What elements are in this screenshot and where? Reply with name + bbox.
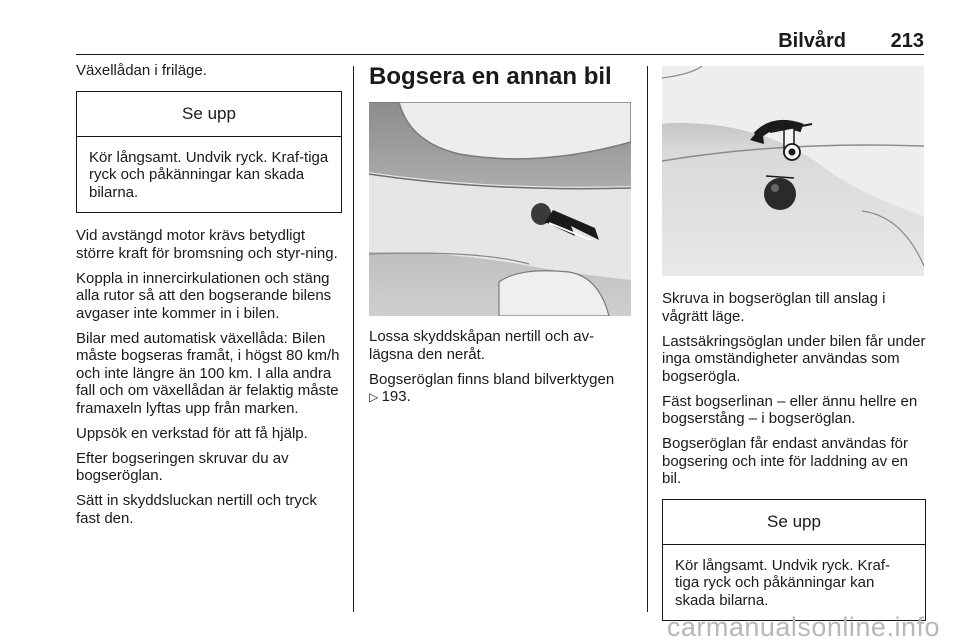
column-right <box>662 62 926 621</box>
column-divider <box>353 66 354 612</box>
page-reference: 193. <box>381 388 411 405</box>
page-number: 213 <box>890 30 924 52</box>
caution-box <box>662 499 926 622</box>
paragraph: Lastsäkringsöglan under bilen får under inga omständigheter användas som bogserögla. <box>662 332 926 385</box>
paragraph: Bilar med automatisk växellåda: Bilen måste bogseras framåt, i högst 80 km/h och inte längre än 100 km. I alla andra fall och om växellådan är felaktig måste framaxeln lyftas upp från marken. <box>76 329 340 417</box>
right-arrow-icon: ▷ <box>369 390 382 404</box>
paragraph: Fäst bogserlinan – eller ännu hellre en bogserstång – i bogseröglan. <box>662 392 918 427</box>
towing-eye-illustration <box>662 66 924 276</box>
paragraph: Skruva in bogseröglan till anslag i vågrätt läge. <box>662 290 886 325</box>
paragraph-text: Bogseröglan finns bland bilverktygen <box>369 370 615 388</box>
caution-title: Se upp <box>77 92 341 137</box>
caution-title: Se upp <box>663 500 925 545</box>
paragraph: Sätt in skyddsluckan nertill och tryck fast den. <box>76 492 317 527</box>
caution-text: Kör långsamt. Undvik ryck. Kraf-tiga ryck och påkänningar kan skada bilarna. <box>675 556 891 609</box>
paragraph: Efter bogseringen skruvar du av bogseröglan. <box>76 449 289 484</box>
paragraph: Vid avstängd motor krävs betydligt större kraft för bromsning och styr-ning. <box>76 227 338 262</box>
paragraph <box>369 371 633 407</box>
caution-box <box>76 91 342 214</box>
caution-text: Kör långsamt. Undvik ryck. Kraf-tiga ryck och påkänningar kan skada bilarna. <box>89 148 329 201</box>
watermark-link[interactable]: carmanualsonline.info <box>666 612 940 642</box>
paragraph: Uppsök en verkstad för att få hjälp. <box>76 424 308 442</box>
column-left <box>76 62 342 535</box>
paragraph: Koppla in innercirkulationen och stäng alla rutor så att den bogserande bilens avgaser inte kommer in i bilen. <box>76 269 332 322</box>
intro-text: Växellådan i friläge. <box>76 62 207 79</box>
section-heading: Bogsera en annan bil <box>369 63 612 90</box>
section-title: Bilvård <box>778 30 846 52</box>
column-middle <box>369 62 633 407</box>
column-divider <box>647 66 648 612</box>
header-rule <box>76 54 924 55</box>
paragraph: Lossa skyddskåpan nertill och av-lägsna den neråt. <box>369 328 595 363</box>
paragraph: Bogseröglan får endast användas för bogsering och inte för laddning av en bil. <box>662 435 909 487</box>
bumper-cover-illustration <box>369 102 631 316</box>
